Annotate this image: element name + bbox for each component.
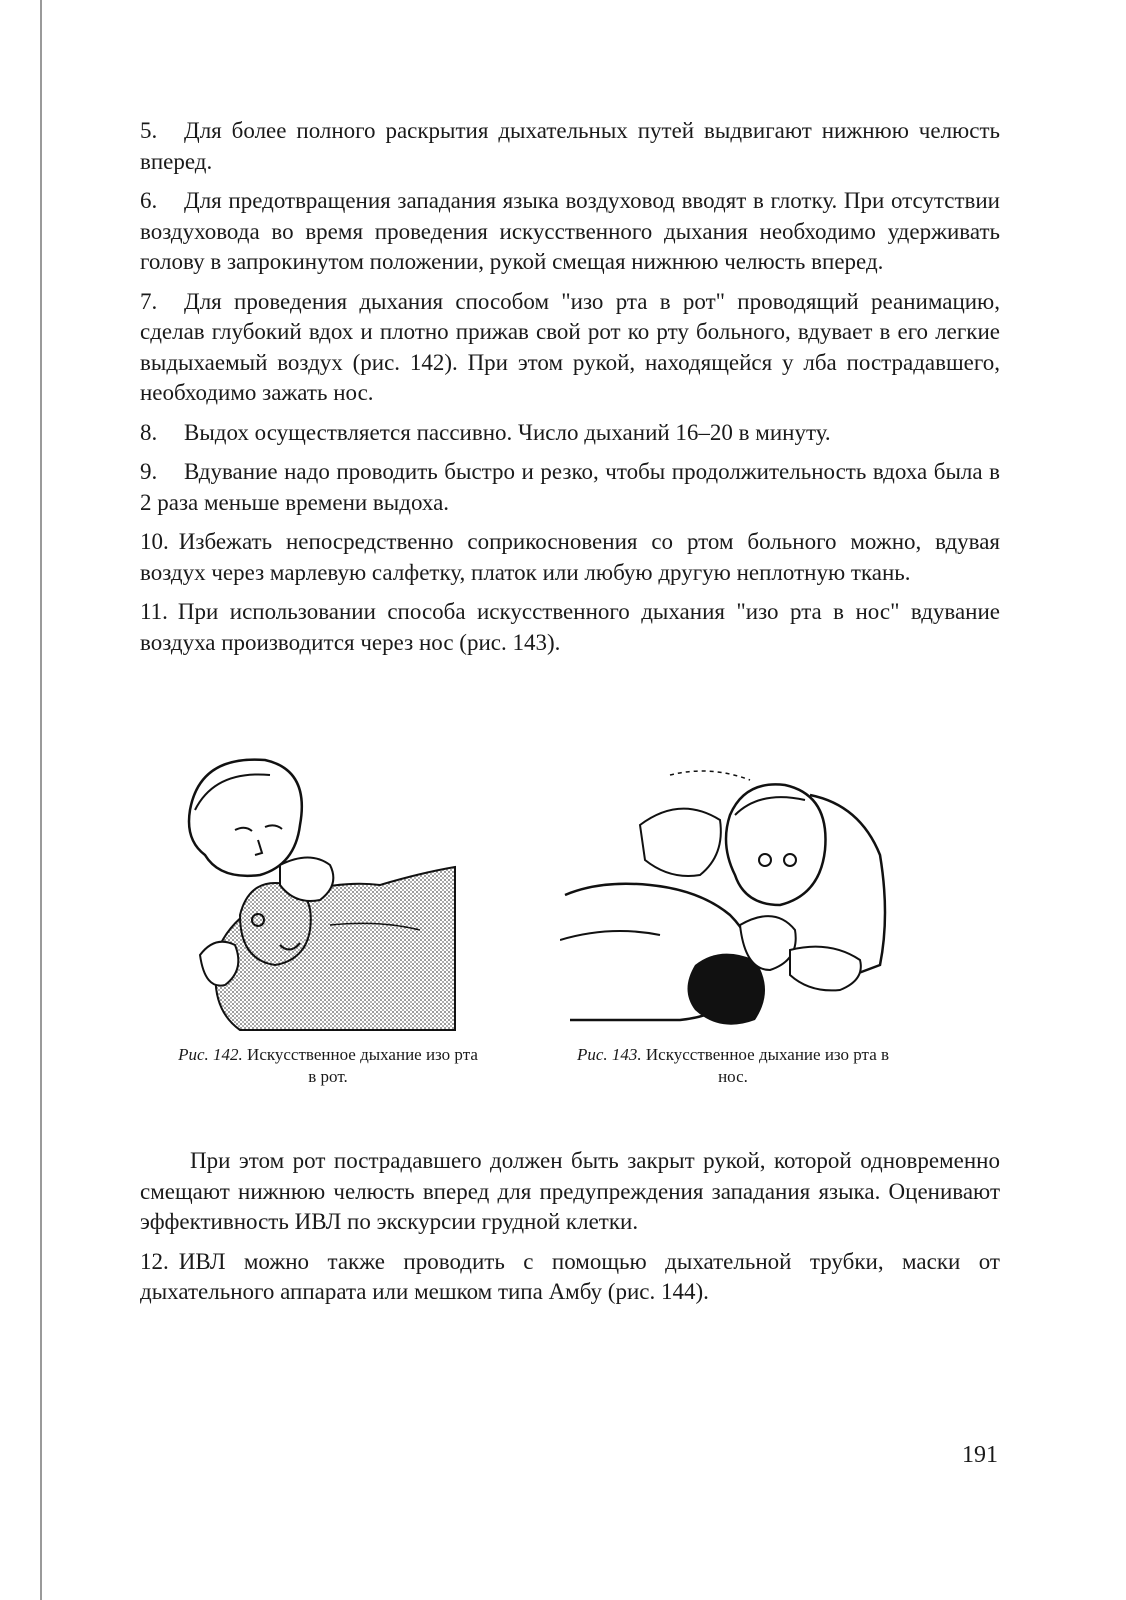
list-item-9 bbox=[140, 457, 1000, 518]
item-text: Избежать непосредственно соприкосновения со ртом больного можно, вдувая воздух через марлевую салфетку, платок или любую другую неплотную ткань. bbox=[140, 529, 1000, 585]
item-number: 12. bbox=[140, 1248, 169, 1274]
paragraph: При этом рот пострадавшего должен быть закрыт рукой, которой одновременно смещают нижнюю челюсть вперед для предупреждения западания языка. Оценивают эффективность ИВЛ по экскурсии грудной клетки. bbox=[140, 1148, 1000, 1234]
item-number: 9. bbox=[140, 459, 158, 484]
figure-142-illustration bbox=[180, 755, 480, 1040]
scan-edge bbox=[40, 0, 42, 1600]
list-item-10 bbox=[140, 527, 1000, 588]
text-after-figures bbox=[140, 1146, 1000, 1317]
item-number: 10. bbox=[140, 529, 169, 554]
figure-ref: Рис. 143. bbox=[576, 1045, 642, 1064]
item-number: 8. bbox=[140, 419, 158, 445]
item-text: Для проведения дыхания способом "изо рта в рот" проводящий реанимацию, сделав глубокий вдох и плотно прижав свой рот ко рту больного, вдувает в его легкие выдыхаемый воздух (рис. 142). При этом рукой, находящейся у лба пострадавшего, необходимо зажать нос. bbox=[140, 288, 1000, 405]
figure-caption-text: Искусственное дыхание изо рта в рот. bbox=[247, 1045, 478, 1086]
list-item-7 bbox=[140, 287, 1000, 409]
list-item-12 bbox=[140, 1247, 1000, 1308]
figure-142-caption bbox=[178, 1044, 478, 1088]
figure-143-caption bbox=[568, 1044, 898, 1088]
item-text: При использовании способа искусственного дыхания "изо рта в нос" вдувание воздуха производится через нос (рис. 143). bbox=[140, 599, 1000, 655]
item-number: 11. bbox=[140, 599, 168, 624]
item-number: 7. bbox=[140, 288, 158, 314]
item-text: Вдувание надо проводить быстро и резко, чтобы продолжительность вдоха была в 2 раза меньше времени выдоха. bbox=[140, 459, 1000, 515]
item-number: 6. bbox=[140, 188, 158, 213]
figure-ref: Рис. 142. bbox=[178, 1045, 243, 1064]
item-text: Для более полного раскрытия дыхательных путей выдвигают нижнюю челюсть вперед. bbox=[140, 118, 1000, 174]
figure-caption-text: Искусственное дыхание изо рта в нос. bbox=[645, 1045, 890, 1086]
list-item-11 bbox=[140, 597, 1000, 658]
page-number: 191 bbox=[962, 1442, 998, 1468]
item-number: 5. bbox=[140, 118, 158, 143]
item-text: Выдох осуществляется пассивно. Число дыханий 16–20 в минуту. bbox=[184, 419, 831, 445]
list-item-6 bbox=[140, 186, 1000, 278]
item-text: ИВЛ можно также проводить с помощью дыхательной трубки, маски от дыхательного аппарата или мешком типа Амбу (рис. 144). bbox=[140, 1248, 1000, 1304]
item-text: Для предотвращения западания языка воздуховод вводят в глотку. При отсутствии воздуховода во время проведения искусственного дыхания необходимо удерживать голову в запрокинутом положении, рукой смещая нижнюю челюсть вперед. bbox=[140, 188, 1000, 274]
list-item-8 bbox=[140, 418, 1000, 449]
figure-143-illustration bbox=[560, 765, 895, 1035]
list-top bbox=[140, 116, 1000, 667]
list-item-5 bbox=[140, 116, 1000, 177]
